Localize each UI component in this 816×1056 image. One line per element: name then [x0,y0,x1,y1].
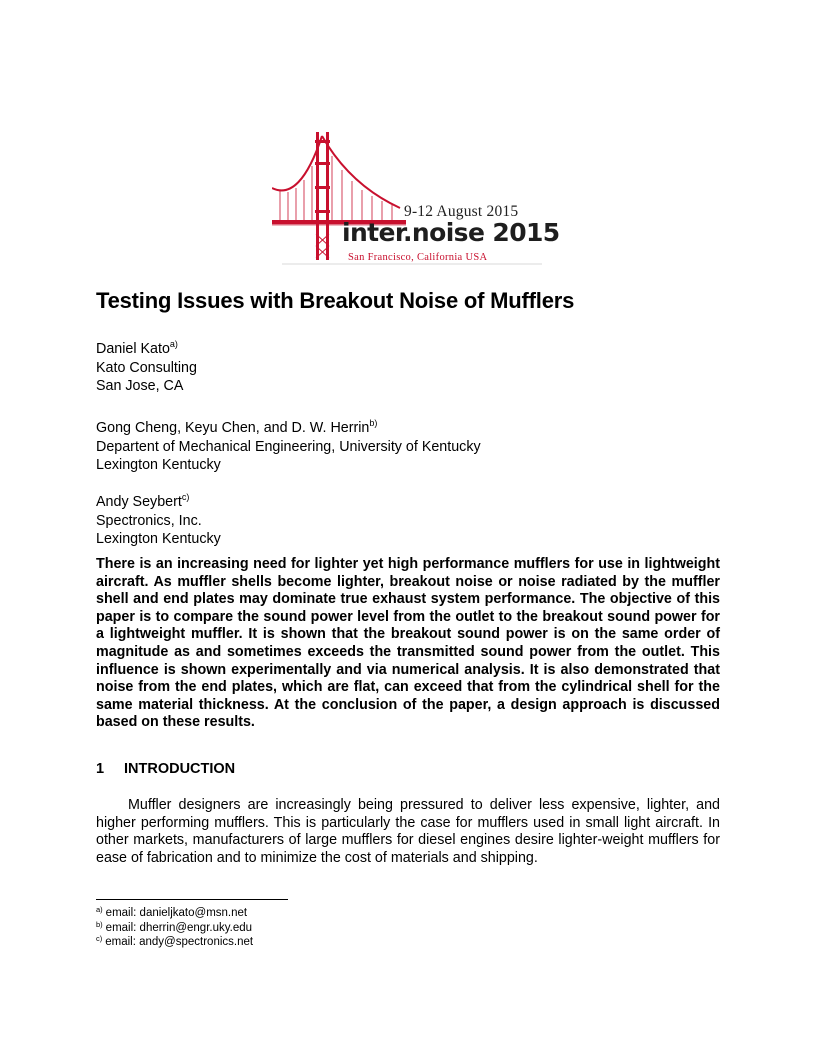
intro-paragraph: Muffler designers are increasingly being pressured to deliver less expensive, lighter, and higher performing mufflers. This is particularly the case for mufflers used in small light aircraft. In other markets, manufacturers of large mufflers for diesel engines desire lighter-weight mufflers for ease of fabrication and to minimize the cost of materials and shipping. [96,797,720,866]
section-title: INTRODUCTION [124,761,236,777]
author-block-3 [96,493,221,549]
author-name: Gong Cheng, Keyu Chen, and D. W. Herrin$^{b)}$ [96,418,378,436]
footnote: $^{c)}$ email: andy@spectronics.net [96,934,254,948]
paper-title: Testing Issues with Breakout Noise of Mufflers [96,288,575,313]
footnote-marker: b) [369,418,378,428]
conference-date: 9-12 August 2015 [404,203,519,220]
footnote-marker: a) [169,339,178,349]
footnote-marker: c) [181,492,190,502]
author-affiliation: Spectronics, Inc. [96,512,202,529]
author-affiliation: Departent of Mechanical Engineering, University of Kentucky [96,438,481,455]
conference-logo [272,130,560,270]
footnote: $^{b)}$ email: dherrin@engr.uky.edu [96,919,253,934]
author-block-1 [96,340,197,396]
author-location: Lexington Kentucky [96,531,221,547]
footnote: $^{a)}$ email: danieljkato@msn.net [96,905,248,919]
section-number: 1 [96,761,105,777]
footnote-divider [96,899,288,900]
author-affiliation: Kato Consulting [96,359,197,376]
author-location: San Jose, CA [96,378,184,394]
abstract: There is an increasing need for lighter yet high performance mufflers for use in lightweight aircraft. As muffler shells become lighter, breakout noise or noise radiated by the muffler shell and end plates may dominate true exhaust system performance. The objective of this paper is to compare the sound power level from the outlet to the breakout sound power for a lightweight muffler. It is shown that the breakout sound power is on the same order of magnitude as and sometimes exceeds the transmitted sound power from the outlet. This influence is shown experimentally and via numerical analysis. It is also demonstrated that noise from the end plates, which are flat, can exceed that from the cylindrical shell for the same material thickness. At the conclusion of the paper, a design approach is discussed based on these results. [96,556,720,731]
author-name: Andy Seybert$^{c)}$ [96,492,190,510]
author-location: Lexington Kentucky [96,457,221,473]
conference-location: San Francisco, California USA [348,252,488,263]
conference-name: inter.noise 2015 [342,218,560,247]
footnotes [96,906,253,950]
author-name: Daniel Kato$^{a)}$ [96,339,178,357]
author-block-2 [96,419,481,475]
section-heading [96,761,235,777]
golden-gate-bridge-icon [272,130,552,270]
